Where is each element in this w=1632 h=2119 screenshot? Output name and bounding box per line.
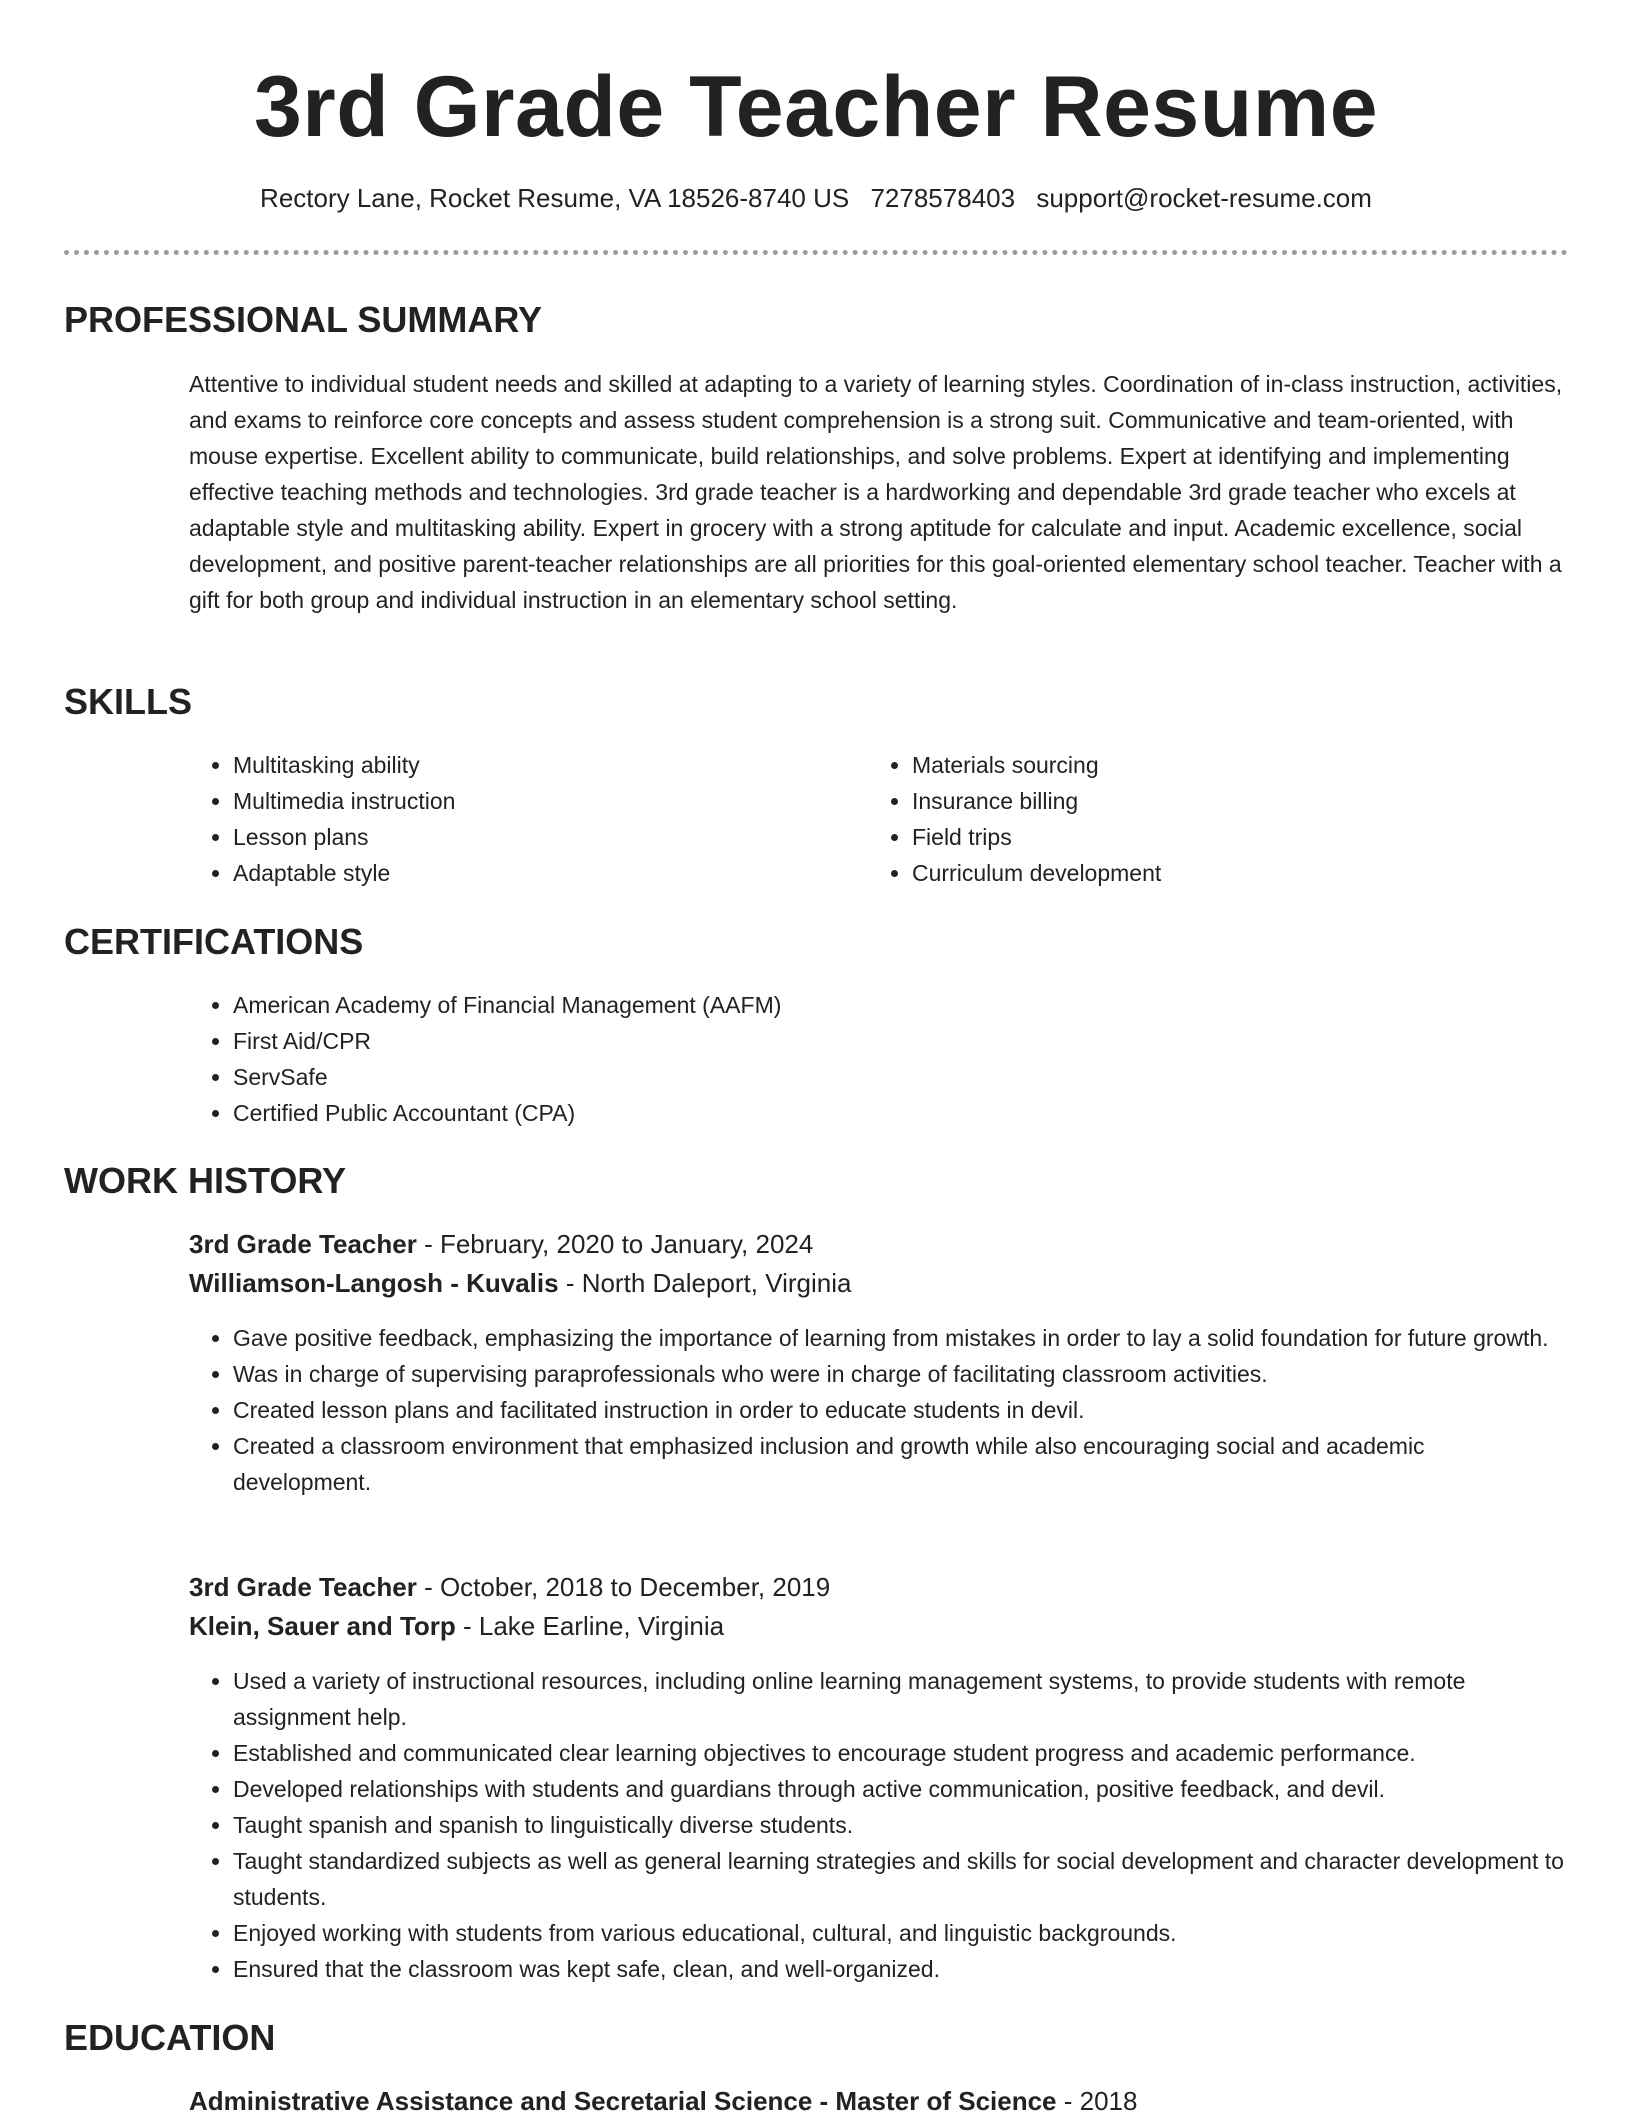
job-bullet: • Was in charge of supervising paraprofessionals who were in charge of facilitating classroom activities. <box>233 1356 1569 1392</box>
education-line <box>189 2083 1569 2119</box>
job-location: - North Daleport, Virginia <box>558 1268 852 1298</box>
certification-item: • First Aid/CPR <box>233 1023 1569 1059</box>
job-company-line <box>189 1264 1569 1303</box>
job-bullet: • Created lesson plans and facilitated instruction in order to educate students in devil. <box>233 1392 1569 1428</box>
skill-item: • Insurance billing <box>912 783 1508 819</box>
skill-item: • Multimedia instruction <box>233 783 829 819</box>
job-bullets <box>189 1663 1569 1987</box>
skill-item: • Multitasking ability <box>233 747 829 783</box>
job-bullets <box>189 1320 1569 1500</box>
job-company-line <box>189 1607 1569 1646</box>
contact-line <box>0 180 1632 216</box>
job-bullet: • Enjoyed working with students from various educational, cultural, and linguistic backgrounds. <box>233 1915 1569 1951</box>
job-dates: - October, 2018 to December, 2019 <box>416 1572 831 1602</box>
contact-phone: 7278578403 <box>870 183 1016 213</box>
education-degree: Administrative Assistance and Secretarial Science - Master of Science <box>189 2086 1057 2116</box>
job-bullet: • Gave positive feedback, emphasizing the importance of learning from mistakes in order to lay a solid foundation for future growth. <box>233 1320 1569 1356</box>
job-bullet: • Ensured that the classroom was kept safe, clean, and well-organized. <box>233 1951 1569 1987</box>
job-bullet: • Developed relationships with students and guardians through active communication, positive feedback, and devil. <box>233 1771 1569 1807</box>
skill-item: • Materials sourcing <box>912 747 1508 783</box>
contact-email[interactable]: support@rocket-resume.com <box>1036 183 1372 213</box>
job-bullet: • Established and communicated clear learning objectives to encourage student progress and academic performance. <box>233 1735 1569 1771</box>
header-divider <box>64 250 1568 255</box>
job-location: - Lake Earline, Virginia <box>455 1611 725 1641</box>
work-history-heading: WORK HISTORY <box>64 1160 347 1201</box>
job-title: 3rd Grade Teacher <box>189 1229 417 1259</box>
education-entry <box>189 2083 1569 2119</box>
job-dates: - February, 2020 to January, 2024 <box>416 1229 814 1259</box>
education-heading: EDUCATION <box>64 2017 276 2058</box>
certification-item: • Certified Public Accountant (CPA) <box>233 1095 1569 1131</box>
job-title-line <box>189 1225 1569 1264</box>
skill-item: • Curriculum development <box>912 855 1508 891</box>
skills-heading: SKILLS <box>64 681 193 722</box>
summary-heading: PROFESSIONAL SUMMARY <box>64 299 543 340</box>
job-company: Klein, Sauer and Torp <box>189 1611 456 1641</box>
job-entry <box>189 1225 1569 1303</box>
job-bullet: • Taught spanish and spanish to linguistically diverse students. <box>233 1807 1569 1843</box>
contact-address: Rectory Lane, Rocket Resume, VA 18526-8740 US <box>260 183 850 213</box>
job-title: 3rd Grade Teacher <box>189 1572 417 1602</box>
certification-item: • American Academy of Financial Management (AAFM) <box>233 987 1569 1023</box>
job-company: Williamson-Langosh - Kuvalis <box>189 1268 559 1298</box>
resume-title: 3rd Grade Teacher Resume <box>253 59 1379 155</box>
certifications-heading: CERTIFICATIONS <box>64 921 364 962</box>
skills-left-column <box>189 747 829 891</box>
summary-block <box>189 366 1569 618</box>
skill-item: • Lesson plans <box>233 819 829 855</box>
summary-text: Attentive to individual student needs and skilled at adapting to a variety of learning styles. Coordination of in-class instruction, activities, and exams to reinforce core concepts and assess student comprehension is a strong suit. Communicative and team-oriented, with mouse expertise. Excellent ability to communicate, build relationships, and solve problems. Expert at identifying and implementing effective teaching methods and technologies. 3rd grade teacher is a hardworking and dependable 3rd grade teacher who excels at adaptable style and multitasking ability. Expert in grocery with a strong aptitude for calculate and input. Academic excellence, social development, and positive parent-teacher relationships are all priorities for this goal-oriented elementary school teacher. Teacher with a gift for both group and individual instruction in an elementary school setting. <box>189 371 1563 613</box>
job-bullet: • Created a classroom environment that emphasized inclusion and growth while also encouraging social and academic development. <box>233 1428 1569 1500</box>
skill-item: • Adaptable style <box>233 855 829 891</box>
skill-item: • Field trips <box>912 819 1508 855</box>
certifications-block <box>189 987 1569 1131</box>
job-title-line <box>189 1568 1569 1607</box>
job-bullet: • Used a variety of instructional resources, including online learning management systems, to provide students with remote assignment help. <box>233 1663 1569 1735</box>
job-bullet: • Taught standardized subjects as well as general learning strategies and skills for social development and character development to students. <box>233 1843 1569 1915</box>
skills-right-column <box>868 747 1508 891</box>
certification-item: • ServSafe <box>233 1059 1569 1095</box>
job-entry <box>189 1568 1569 1646</box>
education-year: - 2018 <box>1056 2086 1138 2116</box>
